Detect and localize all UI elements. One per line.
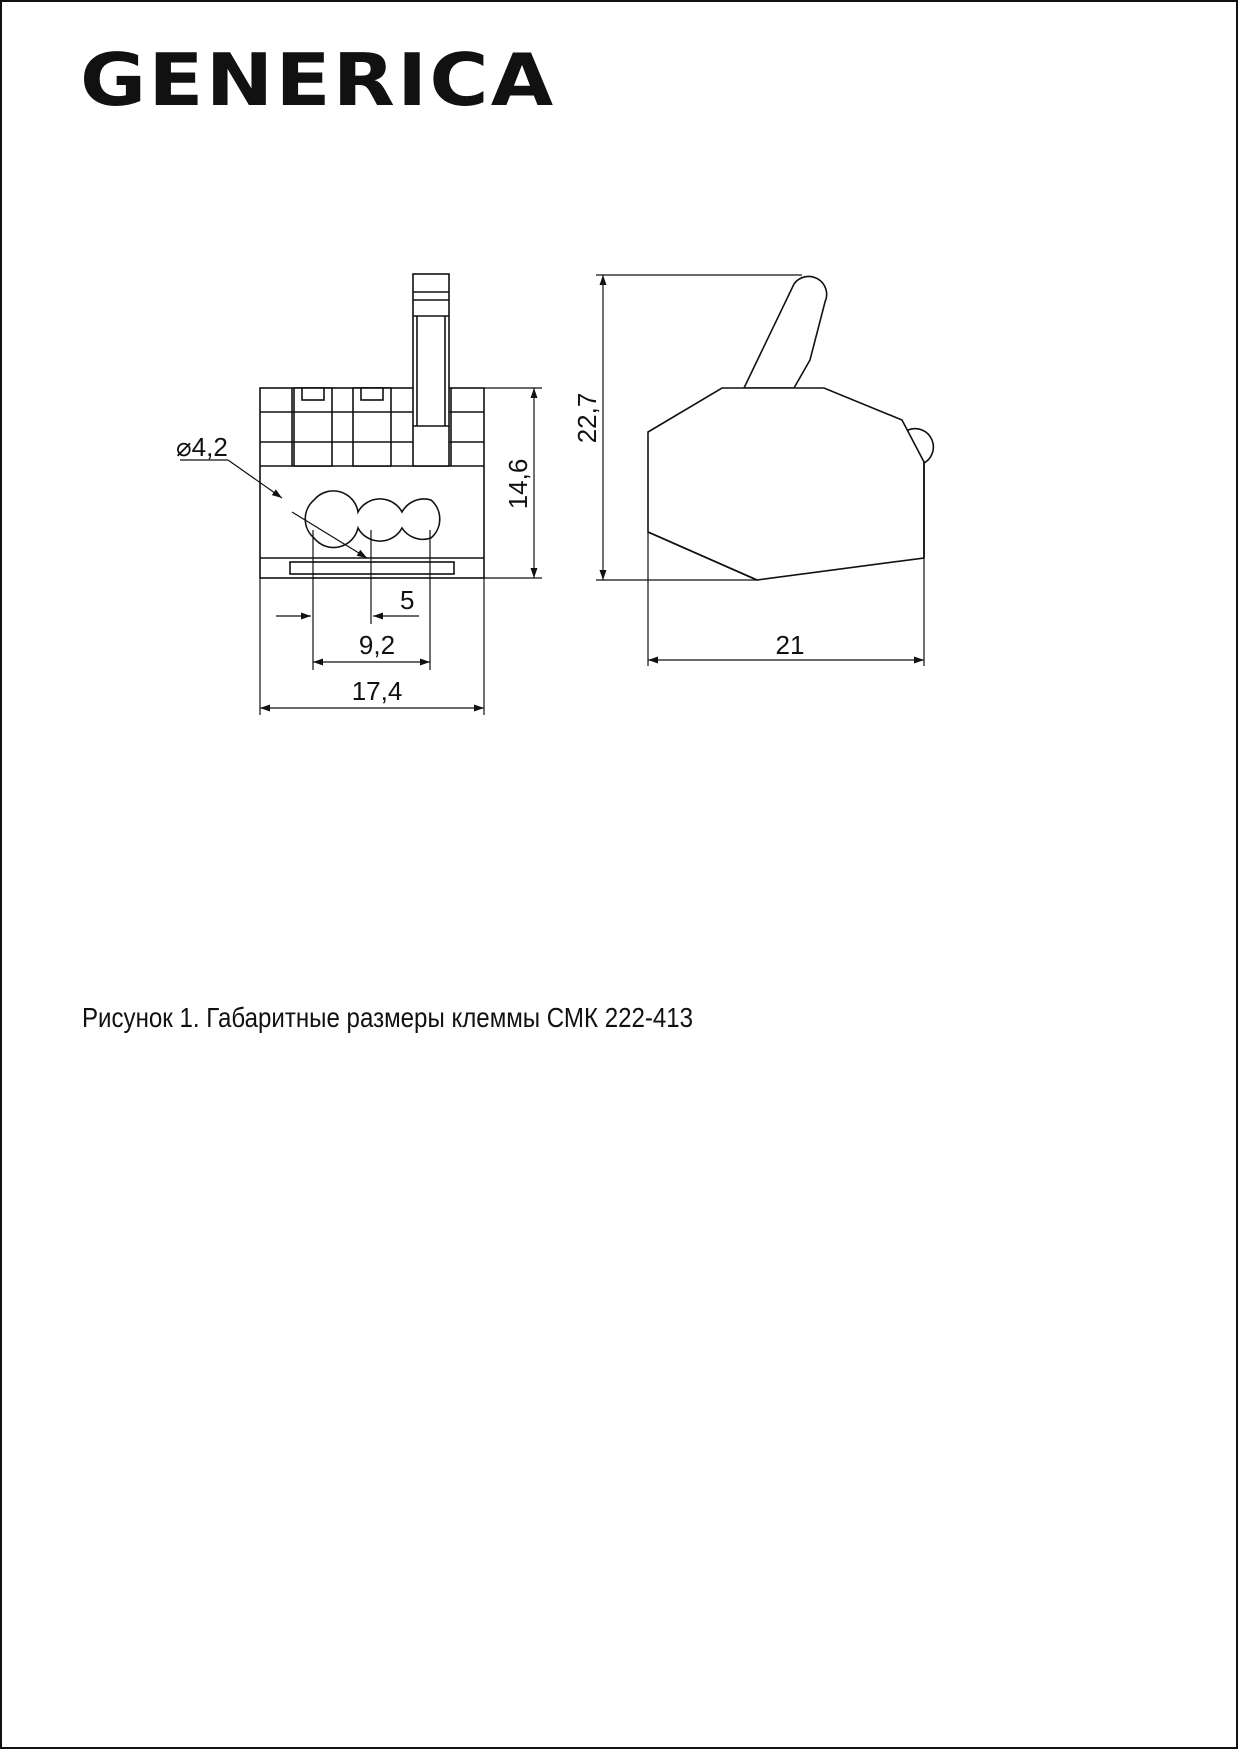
figure-caption: Рисунок 1. Габаритные размеры клеммы СМК 222-413 bbox=[82, 1002, 694, 1033]
hole-span-label: 9,2 bbox=[358, 630, 396, 660]
technical-drawing bbox=[2, 2, 1238, 1751]
side-depth-label: 21 bbox=[775, 630, 805, 660]
brand-logo: GENERICA bbox=[80, 38, 556, 122]
front-view bbox=[260, 274, 484, 578]
wire-holes bbox=[305, 491, 440, 548]
side-body-outline bbox=[648, 388, 924, 580]
lever-raised bbox=[413, 274, 449, 466]
side-view bbox=[648, 276, 933, 580]
front-dimension-labels bbox=[176, 432, 533, 706]
front-height-label: 14,6 bbox=[503, 458, 533, 510]
width-label: 17,4 bbox=[351, 676, 403, 706]
hole-diameter-label: ⌀4,2 bbox=[176, 432, 228, 462]
pitch-label: 5 bbox=[400, 585, 415, 615]
side-height-label: 22,7 bbox=[572, 392, 602, 444]
side-lever bbox=[744, 276, 827, 388]
